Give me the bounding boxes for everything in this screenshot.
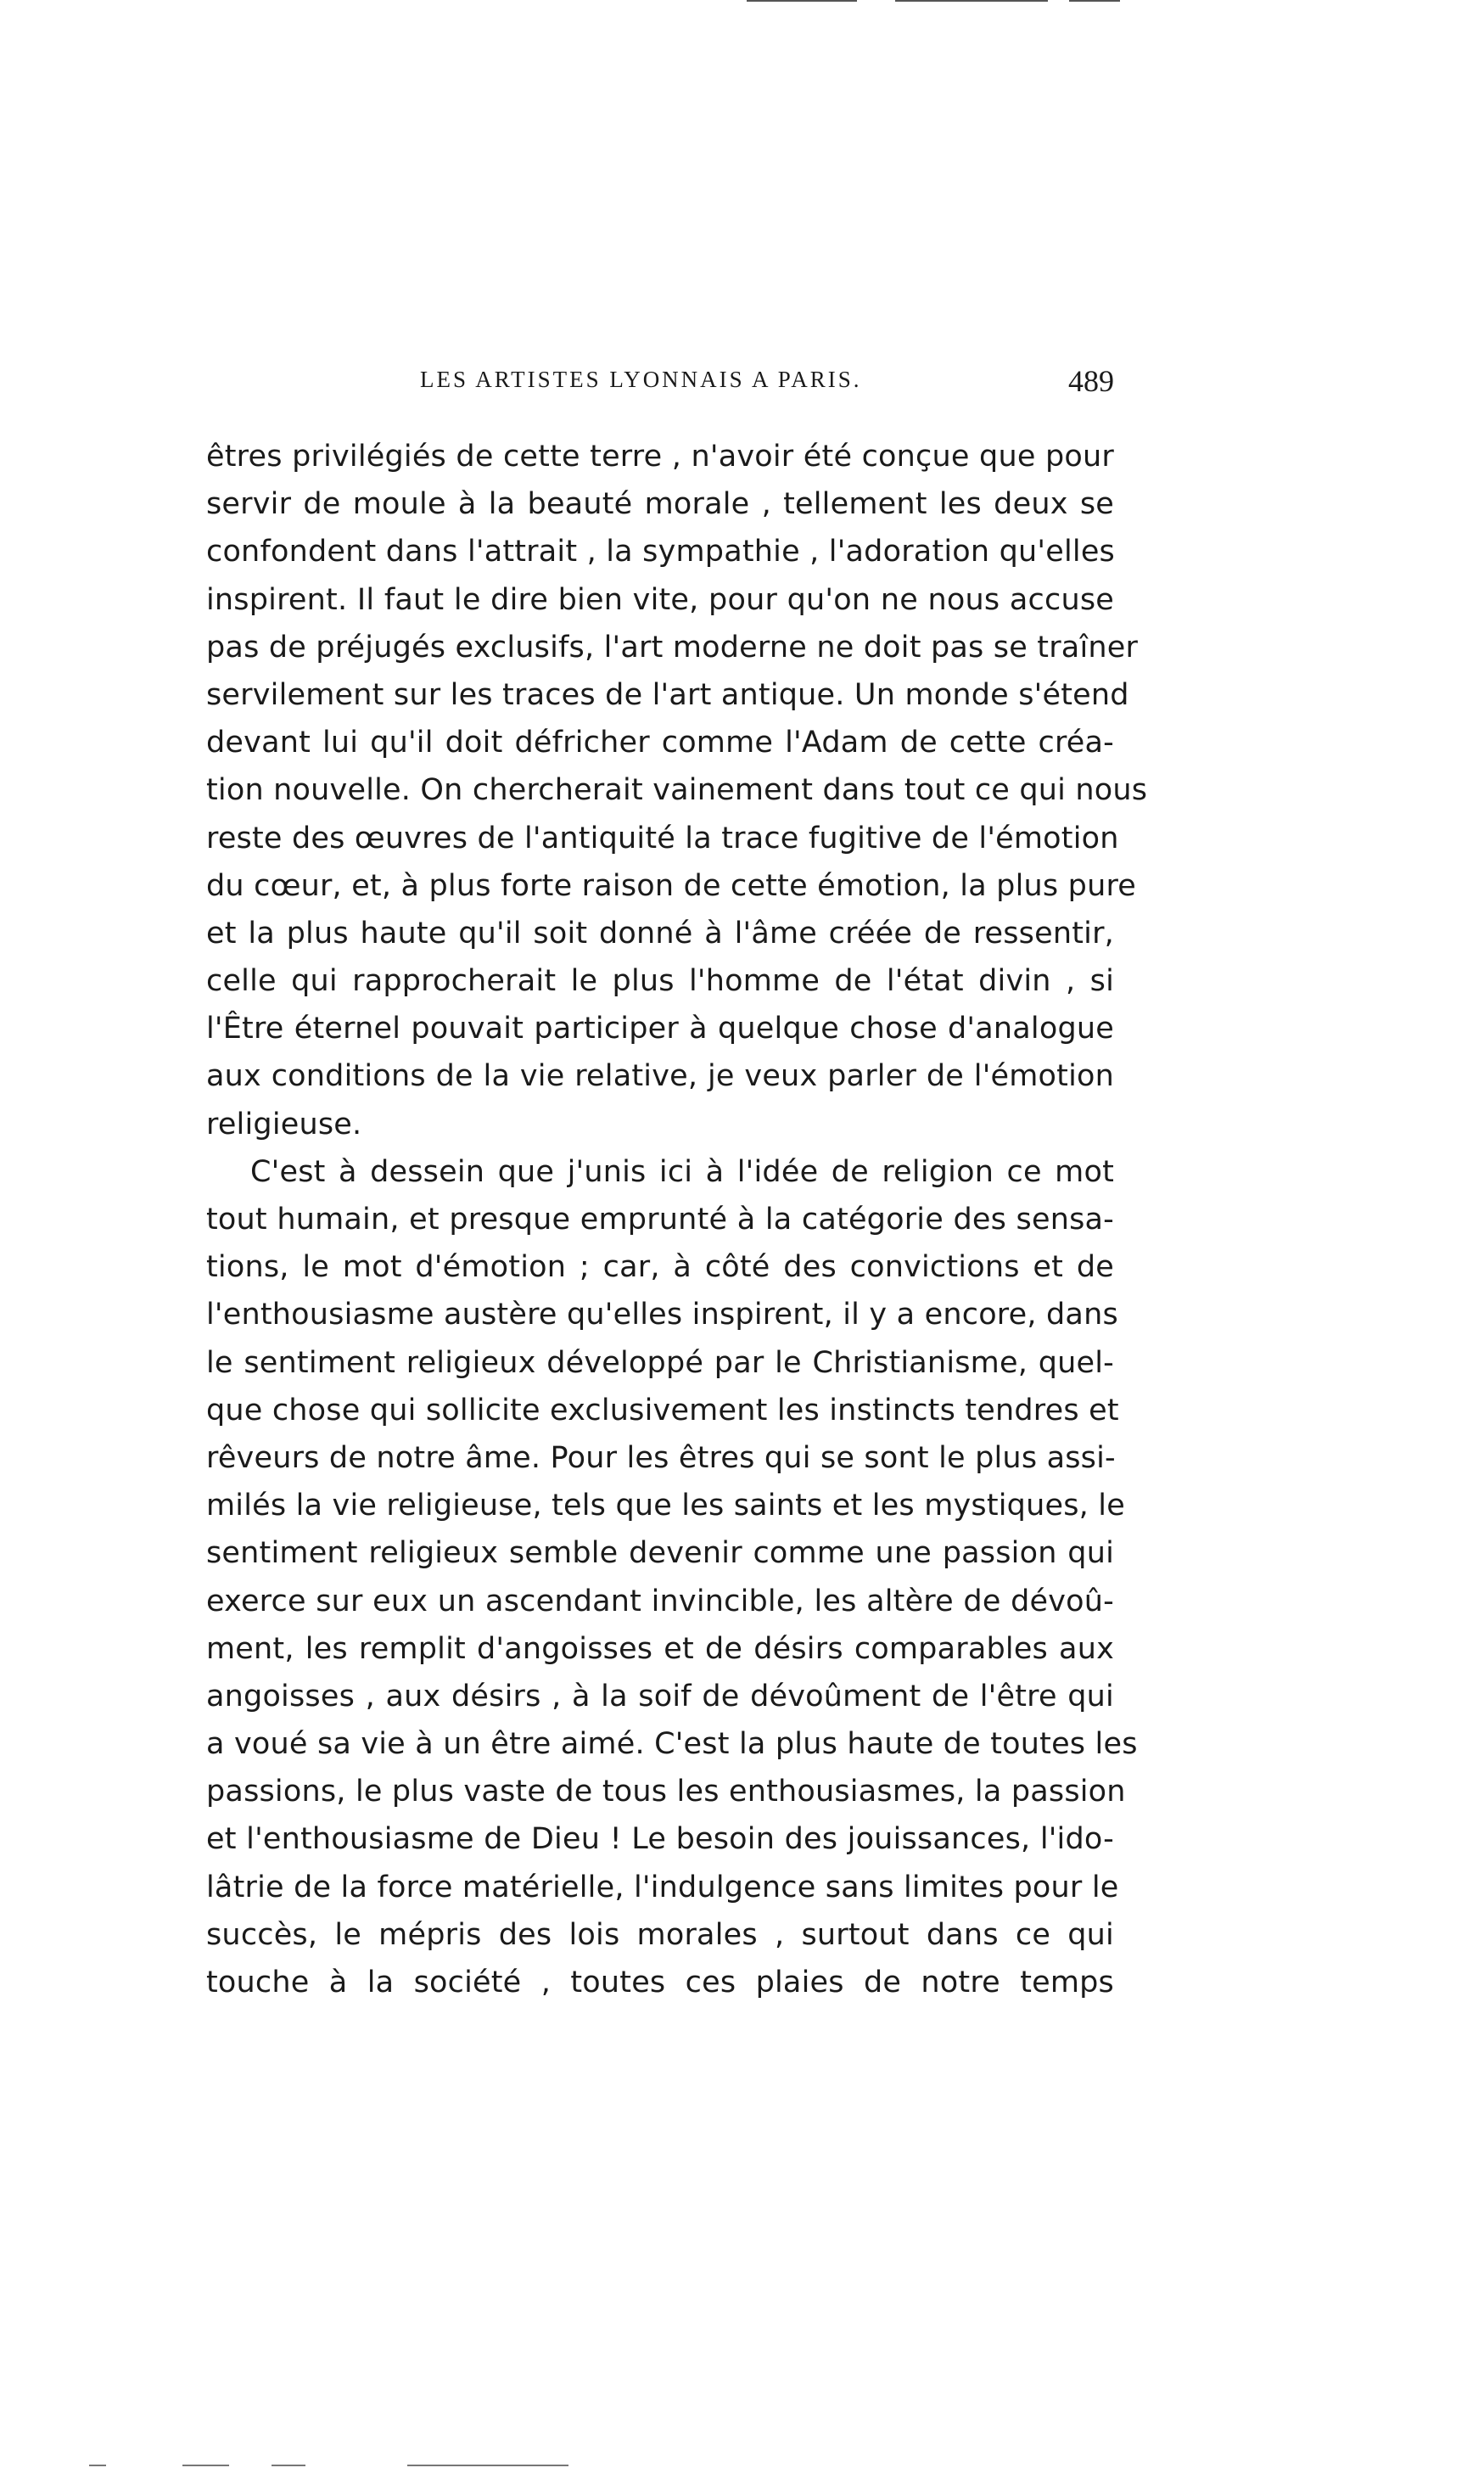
text-line: tout humain, et presque emprunté à la catégorie des sensa-	[206, 1203, 1114, 1237]
text-line: exerce sur eux un ascendant invincible, les altère de dévoû-	[206, 1584, 1114, 1618]
text-line: religieuse.	[206, 1107, 362, 1141]
scan-mark-bottom	[407, 2465, 568, 2466]
text-line: lâtrie de la force matérielle, l'indulgence sans limites pour le	[206, 1870, 1119, 1904]
text-line: touche à la société , toutes ces plaies de notre temps	[206, 1966, 1114, 1999]
page-number: 489	[1068, 364, 1114, 398]
text-line: êtres privilégiés de cette terre , n'avoir été conçue que pour	[206, 440, 1114, 474]
page-body	[206, 433, 1148, 2006]
text-line: angoisses , aux désirs , à la soif de dévoûment de l'être qui	[206, 1679, 1114, 1713]
text-line: servilement sur les traces de l'art antique. Un monde s'étend	[206, 677, 1129, 712]
scan-mark-bottom	[182, 2465, 229, 2466]
paragraph	[206, 1148, 1138, 2006]
text-line: passions, le plus vaste de tous les enthousiasmes, la passion	[206, 1775, 1126, 1809]
text-line: aux conditions de la vie relative, je veux parler de l'émotion	[206, 1059, 1114, 1094]
scan-mark-bottom	[89, 2465, 106, 2466]
text-line: et la plus haute qu'il soit donné à l'âme créée de ressentir,	[206, 916, 1114, 951]
scan-mark-top	[747, 0, 857, 2]
text-line: l'enthousiasme austère qu'elles inspirent, il y a encore, dans	[206, 1298, 1118, 1332]
text-line: du cœur, et, à plus forte raison de cette émotion, la plus pure	[206, 868, 1137, 903]
text-line: reste des œuvres de l'antiquité la trace fugitive de l'émotion	[206, 821, 1119, 855]
paragraph	[206, 433, 1148, 1148]
text-line: que chose qui sollicite exclusivement les instincts tendres et	[206, 1393, 1119, 1427]
text-line: C'est à dessein que j'unis ici à l'idée de religion ce mot	[250, 1154, 1114, 1189]
text-line: devant lui qu'il doit défricher comme l'Adam de cette créa-	[206, 726, 1114, 760]
scan-mark-top	[895, 0, 1048, 2]
page-header	[206, 364, 1114, 409]
text-line: confondent dans l'attrait , la sympathie , l'adoration qu'elles	[206, 535, 1115, 569]
scan-mark-top	[1069, 0, 1120, 2]
text-line: pas de préjugés exclusifs, l'art moderne ne doit pas se traîner	[206, 630, 1139, 665]
text-line: et l'enthousiasme de Dieu ! Le besoin des jouissances, l'ido-	[206, 1822, 1114, 1857]
scan-mark-bottom	[272, 2465, 305, 2466]
text-line: rêveurs de notre âme. Pour les êtres qui se sont le plus assi-	[206, 1440, 1116, 1475]
text-line: tions, le mot d'émotion ; car, à côté des convictions et de	[206, 1250, 1114, 1285]
text-line: l'Être éternel pouvait participer à quelque chose d'analogue	[206, 1012, 1114, 1046]
text-line: celle qui rapprocherait le plus l'homme de l'état divin , si	[206, 964, 1114, 999]
text-line: tion nouvelle. On chercherait vainement dans tout ce qui nous	[206, 773, 1148, 808]
text-line: ment, les remplit d'angoisses et de désirs comparables aux	[206, 1631, 1114, 1666]
text-line: inspirent. Il faut le dire bien vite, pour qu'on ne nous accuse	[206, 582, 1114, 617]
text-line: milés la vie religieuse, tels que les saints et les mystiques, le	[206, 1489, 1125, 1523]
text-line: servir de moule à la beauté morale , tellement les deux se	[206, 487, 1114, 522]
running-title: LES ARTISTES LYONNAIS A PARIS.	[420, 367, 862, 392]
text-line: a voué sa vie à un être aimé. C'est la plus haute de toutes les	[206, 1727, 1138, 1762]
text-line: le sentiment religieux développé par le Christianisme, quel-	[206, 1345, 1114, 1380]
text-line: succès, le mépris des lois morales , surtout dans ce qui	[206, 1917, 1114, 1952]
text-line: sentiment religieux semble devenir comme une passion qui	[206, 1536, 1114, 1571]
